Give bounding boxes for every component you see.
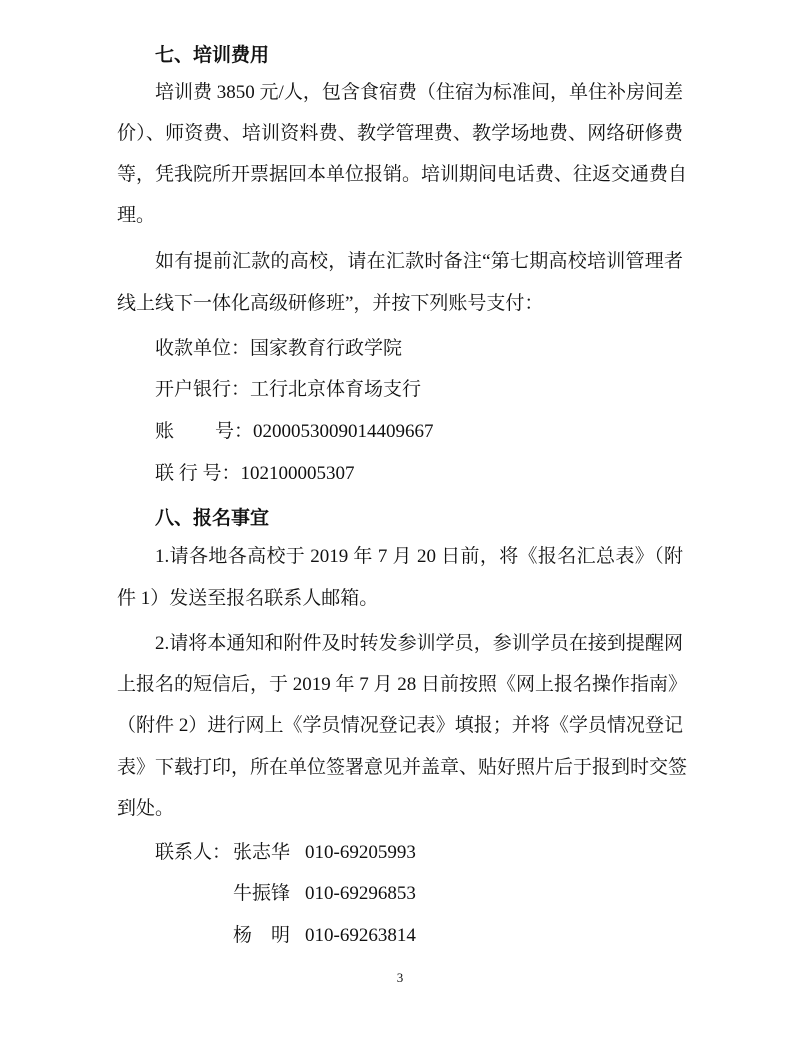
- contact-phone: 010-69205993: [305, 842, 416, 863]
- remit-para-line: 线上线下一体化高级研修班”，并按下列账号支付：: [117, 293, 544, 314]
- bank-line: [155, 378, 683, 402]
- contact-phone: 010-69263814: [305, 925, 416, 946]
- item2-line: （附件 2）进行网上《学员情况登记表》填报；并将《学员情况登记: [117, 715, 683, 736]
- section-heading-fees: 七、培训费用: [155, 44, 270, 66]
- payee-label: 收款单位：: [155, 338, 251, 359]
- account-label-b: 号：: [215, 421, 254, 442]
- item2-line: 上报名的短信后，于 2019 年 7 月 28 日前按照《网上报名操作指南》: [117, 674, 688, 695]
- payee-line: [155, 337, 683, 361]
- page-number: 3: [396, 970, 404, 985]
- item2-line: 到处。: [117, 798, 175, 819]
- section-heading-registration: 八、报名事宜: [155, 507, 270, 529]
- contact-line: [155, 841, 683, 865]
- contact-label: 联系人：: [155, 842, 232, 863]
- item1-line: 件 1）发送至报名联系人邮箱。: [117, 588, 379, 609]
- item1-line: 1.请各地各高校于 2019 年 7 月 20 日前，将《报名汇总表》（附: [155, 546, 683, 567]
- clearing-line: [155, 462, 683, 486]
- fee-para-line: 培训费 3850 元/人，包含食宿费（住宿为标准间，单住补房间差: [155, 82, 683, 103]
- contact-name: 杨 明: [233, 925, 291, 946]
- contact-name: 张志华: [233, 842, 291, 863]
- contact-line: [155, 882, 683, 906]
- item2-line: 2.请将本通知和附件及时转发参训学员，参训学员在接到提醒网: [155, 633, 683, 654]
- fee-para-line: 价）、师资费、培训资料费、教学管理费、教学场地费、网络研修费: [117, 123, 683, 144]
- contact-line: [155, 924, 683, 948]
- clearing-label: 联 行 号：: [155, 463, 241, 484]
- account-label-a: 账: [155, 421, 175, 442]
- clearing-value: 102100005307: [240, 463, 355, 484]
- remit-para-line: 如有提前汇款的高校，请在汇款时备注“第七期高校培训管理者: [155, 251, 683, 272]
- fee-para-line: 等，凭我院所开票据回本单位报销。培训期间电话费、往返交通费自: [117, 164, 688, 185]
- account-line: [155, 420, 683, 444]
- contact-phone: 010-69296853: [305, 883, 416, 904]
- bank-value: 工行北京体育场支行: [250, 379, 422, 400]
- account-value: 0200053009014409667: [253, 421, 434, 442]
- bank-label: 开户银行：: [155, 379, 251, 400]
- contact-name: 牛振锋: [233, 883, 291, 904]
- fee-para-line: 理。: [117, 205, 156, 226]
- payee-value: 国家教育行政学院: [250, 338, 403, 359]
- item2-line: 表》下载打印，所在单位签署意见并盖章、贴好照片后于报到时交签: [117, 757, 688, 778]
